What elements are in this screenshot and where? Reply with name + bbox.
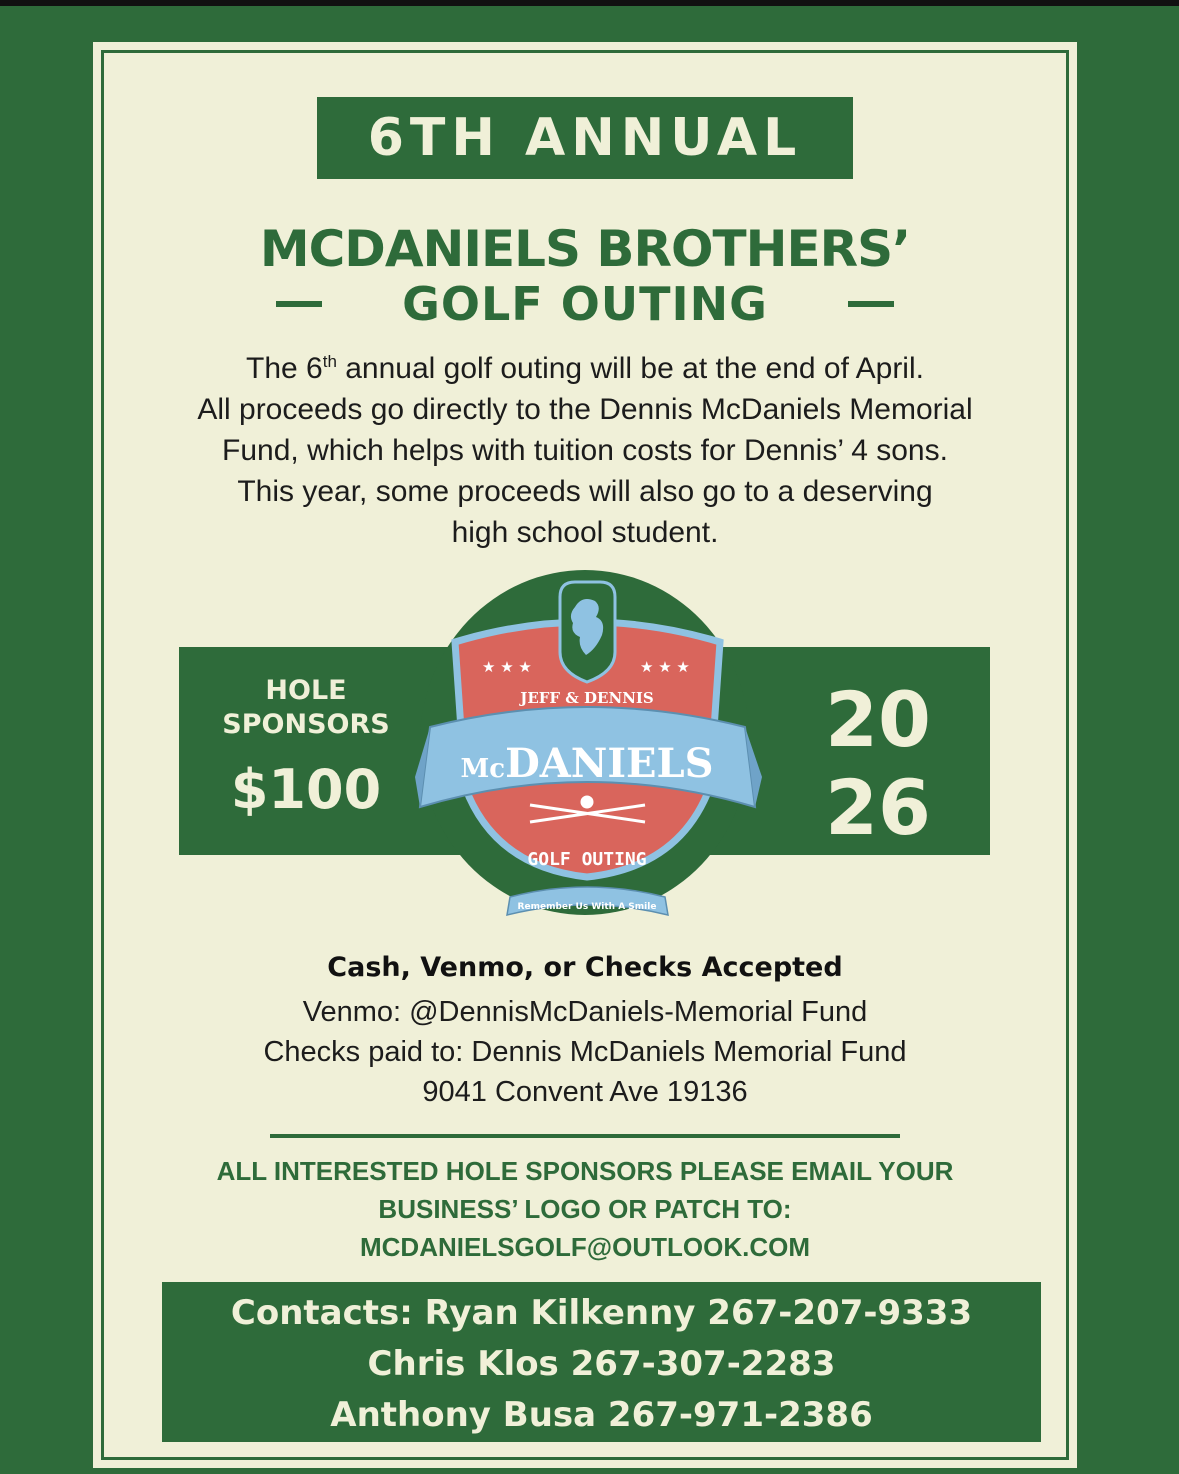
event-description — [93, 348, 1077, 553]
title-dash-right — [848, 301, 894, 307]
hole-sponsors-label: HOLE SPONSORS — [222, 675, 390, 740]
year-bottom: 26 — [825, 763, 931, 852]
logo-subtitle: GOLF OUTING — [527, 849, 647, 870]
hole-sponsor-price: $100 — [230, 758, 382, 821]
section-divider — [270, 1134, 900, 1138]
mailing-address: 9041 Convent Ave 19136 — [422, 1076, 748, 1108]
contact-line-3: Anthony Busa 267-971-2386 — [330, 1395, 873, 1435]
logo-top-text: JEFF & DENNIS — [520, 689, 654, 707]
title-dash-left — [276, 301, 322, 307]
event-title-line2-row — [93, 274, 1077, 334]
flyer-poster — [93, 42, 1077, 1468]
lion-crest-icon — [560, 582, 615, 682]
event-title-line1: MCDANIELS BROTHERS’ — [259, 220, 911, 278]
event-title-line2: GOLF OUTING — [402, 277, 768, 331]
year-top: 20 — [825, 675, 931, 764]
edition-text: 6TH ANNUAL — [367, 108, 803, 168]
edition-banner — [317, 97, 853, 179]
logo-name: McDANIELS — [460, 740, 714, 787]
description-line5: high school student. — [451, 516, 719, 549]
stars-left-icon: ★ ★ ★ — [482, 658, 532, 676]
venmo-handle: Venmo: @DennisMcDaniels-Memorial Fund — [302, 996, 868, 1028]
description-line3: Fund, which helps with tuition costs for Dennis’ 4 sons. — [222, 434, 948, 467]
sponsor-email: MCDANIELSGOLF@OUTLOOK.COM — [360, 1232, 810, 1262]
mcdaniels-golf-logo — [410, 577, 765, 922]
contact-line-2: Chris Klos 267-307-2283 — [367, 1344, 836, 1384]
contact-line-1: Contacts: Ryan Kilkenny 267-207-9333 — [230, 1293, 973, 1333]
contacts-box — [162, 1282, 1041, 1442]
payment-heading: Cash, Venmo, or Checks Accepted — [327, 952, 843, 983]
description-line4: This year, some proceeds will also go to a deserving — [237, 475, 933, 508]
top-edge-bar — [0, 0, 1179, 6]
payment-details — [93, 992, 1077, 1112]
checks-payee: Checks paid to: Dennis McDaniels Memorial Fund — [263, 1036, 907, 1068]
logo-motto: Remember Us With A Smile — [517, 902, 657, 912]
description-line2: All proceeds go directly to the Dennis McDaniels Memorial — [197, 393, 973, 426]
sponsor-email-note: ALL INTERESTED HOLE SPONSORS PLEASE EMAIL YOUR BUSINESS’ LOGO OR PATCH TO: MCDANIELSGOLF@OUTLOOK.COM — [93, 1152, 1077, 1266]
stars-right-icon: ★ ★ ★ — [640, 658, 690, 676]
description-line1: The 6th annual golf outing will be at the end of April. — [246, 352, 924, 385]
